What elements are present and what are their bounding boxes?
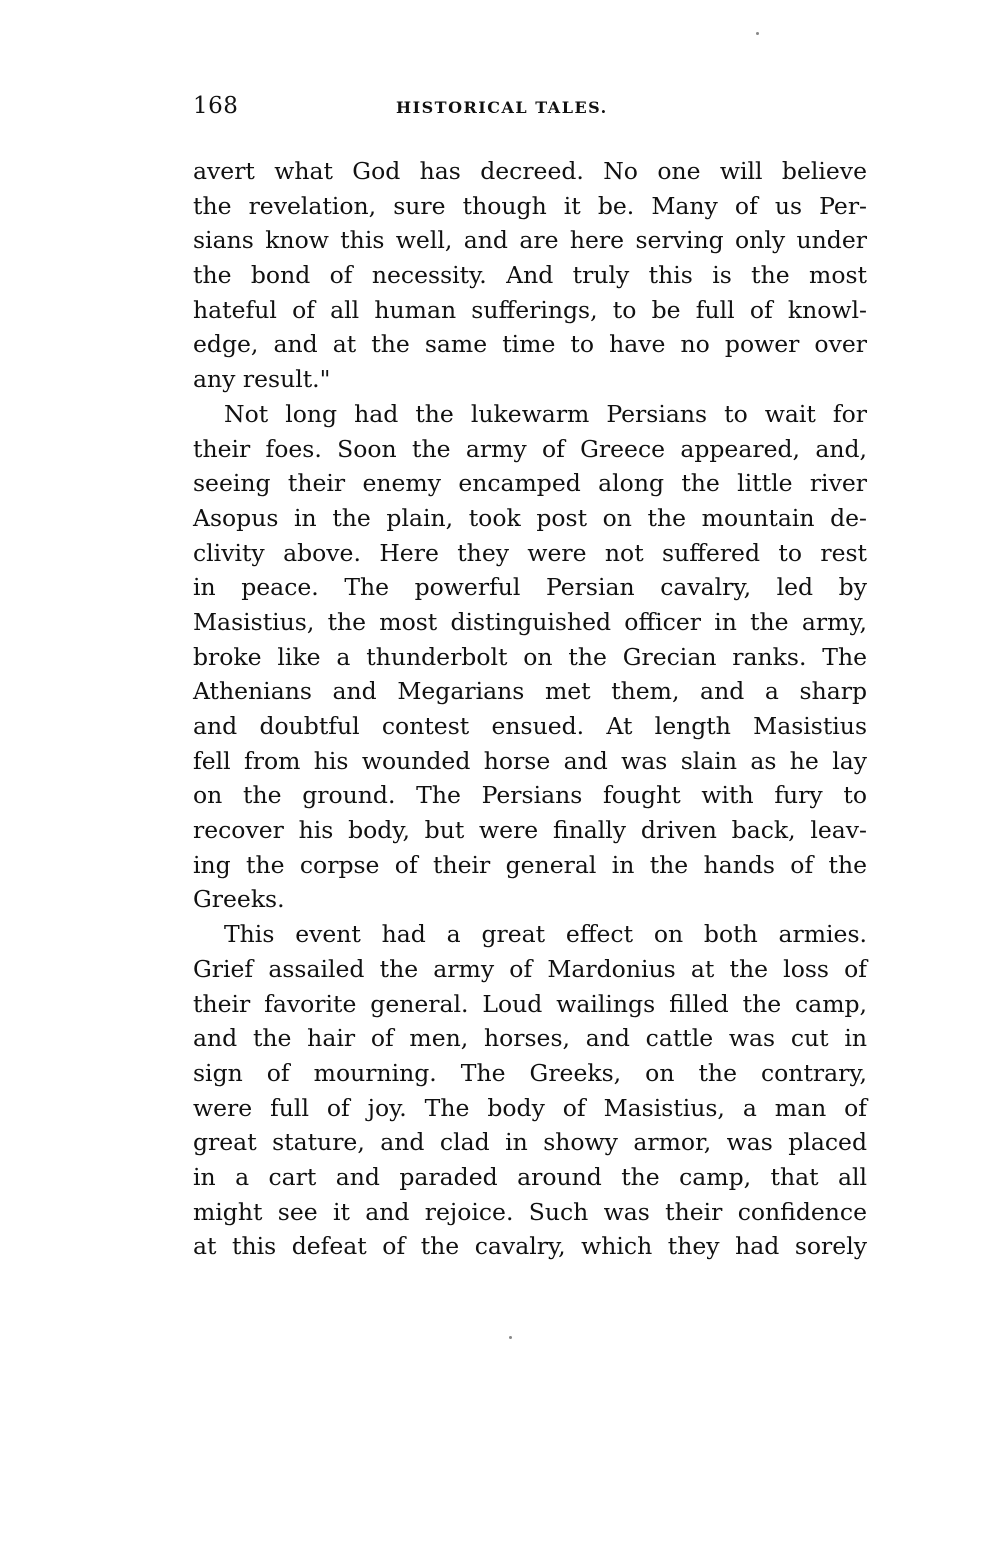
text-line: hateful of all human sufferings, to be full of knowl- — [193, 295, 867, 324]
text-line: their foes. Soon the army of Greece appeared, and, — [193, 434, 867, 463]
text-line: ing the corpse of their general in the hands of the — [193, 850, 867, 879]
text-line: great stature, and clad in showy armor, was placed — [193, 1128, 867, 1157]
text-line: Grief assailed the army of Mardonius at the loss of — [193, 954, 867, 983]
text-line: and the hair of men, horses, and cattle was cut in — [193, 1024, 867, 1053]
text-line: fell from his wounded horse and was slain as he lay — [193, 746, 867, 775]
paragraph — [193, 397, 867, 917]
text-line: on the ground. The Persians fought with fury to — [193, 781, 867, 810]
text-line: edge, and at the same time to have no power over — [193, 330, 867, 359]
running-title: HISTORICAL TALES. — [396, 98, 608, 117]
body-text — [193, 154, 867, 1264]
text-line: recover his body, but were finally driven back, leav- — [193, 816, 867, 845]
text-line: This event had a great effect on both armies. — [224, 920, 867, 949]
text-line: might see it and rejoice. Such was their confidence — [193, 1197, 867, 1226]
text-line: and doubtful contest ensued. At length Masistius — [193, 712, 867, 740]
text-line: seeing their enemy encamped along the little river — [193, 469, 867, 498]
text-line: were full of joy. The body of Masistius, a man of — [193, 1093, 867, 1122]
text-line: the revelation, sure though it be. Many of us Per- — [193, 191, 867, 220]
text-line: Masistius, the most distinguished officer in the army, — [193, 607, 867, 636]
text-line: Athenians and Megarians met them, and a sharp — [193, 677, 867, 706]
text-line: their favorite general. Loud wailings filled the camp, — [193, 989, 867, 1018]
text-line: any result." — [193, 365, 331, 394]
text-line: avert what God has decreed. No one will believe — [193, 157, 867, 185]
page-number: 168 — [193, 93, 239, 119]
paper-speck — [756, 32, 759, 35]
text-line: sign of mourning. The Greeks, on the contrary, — [193, 1058, 867, 1087]
text-line: in peace. The powerful Persian cavalry, led by — [193, 573, 867, 602]
text-line: clivity above. Here they were not suffered to rest — [193, 538, 867, 567]
text-line: in a cart and paraded around the camp, that all — [193, 1162, 867, 1191]
text-line: the bond of necessity. And truly this is the most — [193, 261, 867, 290]
running-head — [193, 93, 873, 133]
text-line: Not long had the lukewarm Persians to wait for — [224, 399, 867, 428]
paragraph — [193, 917, 867, 1264]
text-line: Greeks. — [193, 885, 285, 914]
paper-speck — [509, 1336, 512, 1339]
paragraph — [193, 154, 867, 397]
text-line: Asopus in the plain, took post on the mountain de- — [193, 503, 867, 532]
text-line: at this defeat of the cavalry, which they had sorely — [193, 1232, 867, 1261]
text-line: broke like a thunderbolt on the Grecian ranks. The — [193, 642, 867, 671]
text-line: sians know this well, and are here serving only under — [193, 226, 867, 255]
